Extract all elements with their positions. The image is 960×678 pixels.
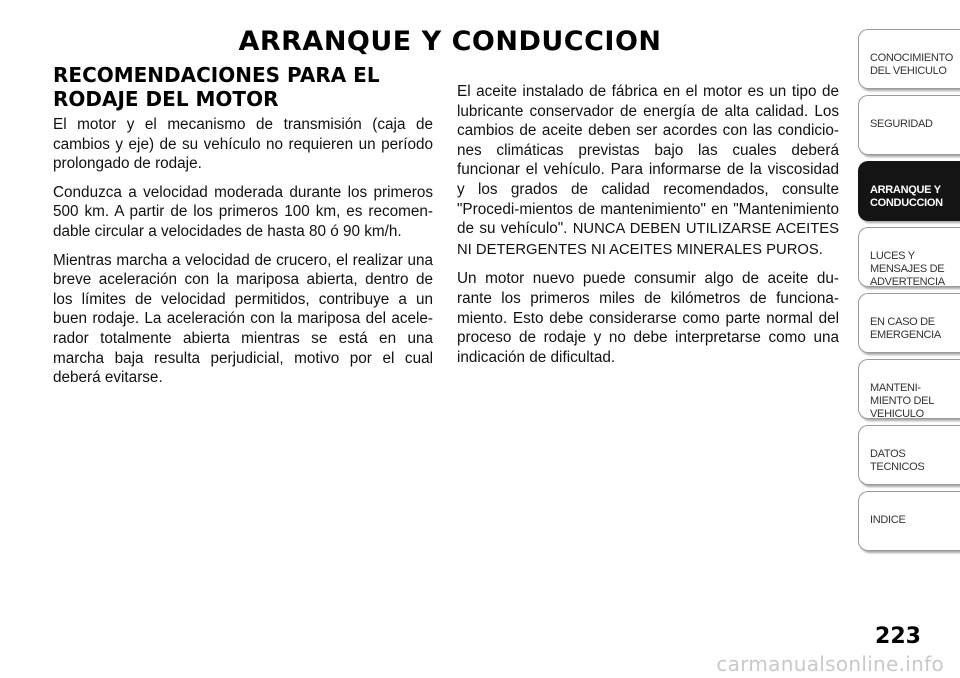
left-column	[53, 63, 433, 397]
paragraph-velocidad: Conduzca a velocidad moderada durante los primeros 500 km. A partir de los primeros 100 km, es recomen-dable circular a velocidades de hasta 80 ó 90 km/h.	[53, 183, 433, 240]
paragraph-aceite-warning: NUNCA DEBEN UTILIZARSE ACEITES NI DETERGENTES NI ACEITES MINERALES PUROS.	[457, 221, 840, 258]
tab-label: ARRANQUE Y CONDUCCION	[870, 184, 943, 209]
tab-en-caso-de-emergencia[interactable]	[858, 293, 960, 353]
tab-datos-tecnicos[interactable]	[858, 425, 960, 485]
paragraph-rodaje: El motor y el mecanismo de transmisión (caja de cambios y eje) de su vehículo no requieren un período prolongado de rodaje.	[53, 116, 433, 173]
tab-arranque-y-conduccion[interactable]	[858, 161, 960, 221]
page-title: ARRANQUE Y CONDUCCION	[238, 26, 662, 57]
tab-seguridad[interactable]	[858, 95, 960, 155]
paragraph-aceite-text: El aceite instalado de fábrica en el motor es un tipo de lubricante conservador de energía de alta calidad. Los cambios de aceite deben ser acordes con las condicio-nes climáticas previstas bajo las cuales deberá funcionar el vehículo. Para informarse de la viscosidad y los grados de calidad recomendados, consulte "Procedi-mientos de mantenimiento" en "Mantenimiento de su vehículo".	[457, 83, 839, 238]
section-heading	[53, 63, 433, 111]
tab-label: LUCES Y MENSAJES DE ADVERTENCIA	[870, 250, 945, 288]
page-number: 223	[875, 624, 921, 649]
tab-label: DATOS TECNICOS	[870, 448, 925, 473]
right-column	[457, 82, 839, 376]
watermark: carmanualsonline.info	[716, 652, 944, 676]
tab-label: EN CASO DE EMERGENCIA	[870, 316, 941, 341]
tab-label: SEGURIDAD	[870, 118, 933, 130]
tab-label: INDICE	[870, 514, 906, 526]
paragraph-aceite	[457, 82, 839, 260]
tab-mantenimiento[interactable]	[858, 359, 960, 419]
paragraph-consumo-aceite: Un motor nuevo puede consumir algo de aceite du-rante los primeros miles de kilómetros de funciona-miento. Esto debe considerarse como parte normal del proceso de rodaje y no debe interpretarse como una indicación de dificultad.	[457, 270, 839, 366]
tab-luces-y-mensajes[interactable]	[858, 227, 960, 287]
paragraph-aceleracion: Mientras marcha a velocidad de crucero, el realizar una breve aceleración con la mariposa abierta, dentro de los límites de velocidad permitidos, contribuye a un buen rodaje. La aceleración con la mariposa del acele-rador totalmente abierta mientras se está en una marcha baja resulta perjudicial, motivo por el cual deberá evitarse.	[53, 251, 433, 387]
section-heading-line-2: RODAJE DEL MOTOR	[53, 87, 279, 111]
tab-label: MANTENI- MIENTO DEL VEHICULO	[870, 382, 935, 420]
section-heading-line-1: RECOMENDACIONES PARA EL	[53, 63, 380, 87]
tab-label: CONOCIMIENTO DEL VEHICULO	[870, 52, 953, 77]
chapter-tabs	[858, 29, 960, 557]
tab-indice[interactable]	[858, 491, 960, 551]
tab-conocimiento-del-vehiculo[interactable]	[858, 29, 960, 89]
